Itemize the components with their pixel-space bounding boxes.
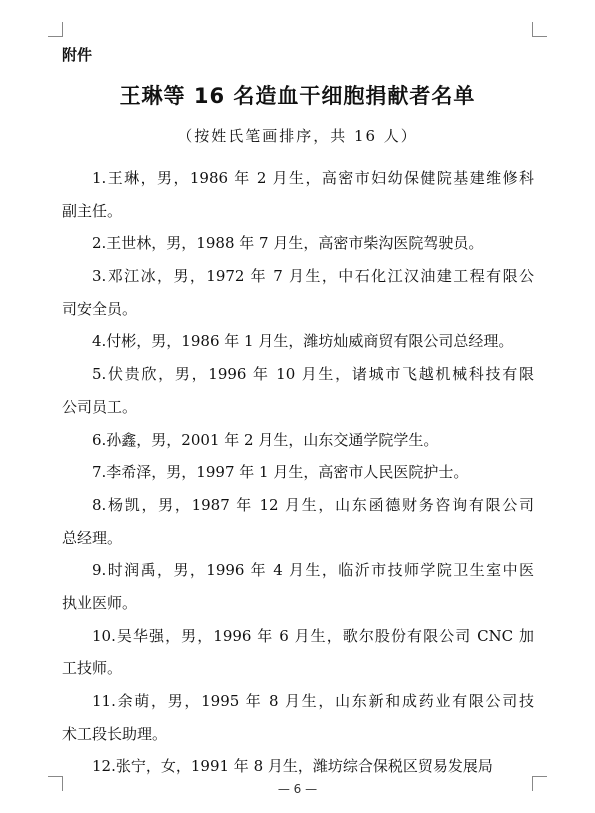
list-item-continuation: 司安全员。 [62,299,138,318]
list-item: 1.王琳，男，1986 年 2 月生，高密市妇幼保健院基建维修科 [92,169,534,187]
list-item: 5.伏贵欣，男，1996 年 10 月生，诸城市飞越机械科技有限 [92,365,534,384]
list-item-continuation: 术工段长助理。 [62,724,168,743]
list-item: 2.王世林，男，1988 年 7 月生，高密市柴沟医院驾驶员。 [92,234,484,253]
list-item: 8.杨凯，男，1987 年 12 月生，山东函德财务咨询有限公司 [92,495,534,514]
page-number: — 6 — [277,782,318,796]
list-item: 12.张宁，女，1991 年 8 月生，潍坊综合保税区贸易发展局 [92,757,493,776]
list-item-continuation: 副主任。 [62,201,123,220]
list-item-continuation: 执业医师。 [62,593,138,612]
page-subtitle: （按姓氏笔画排序，共 16 人） [177,127,418,145]
list-item: 10.吴华强，男，1996 年 6 月生，歌尔股份有限公司 CNC 加 [92,626,534,645]
crop-mark-top-left [48,22,63,37]
attachment-label: 附件 [62,46,93,64]
list-item-continuation: 公司员工。 [62,397,138,416]
crop-mark-top-right [532,22,547,37]
list-item-continuation: 工技师。 [62,659,123,678]
list-item: 9.时润禹，男，1996 年 4 月生，临沂市技师学院卫生室中医 [92,561,534,580]
page-title: 王琳等 16 名造血干细胞捐献者名单 [119,84,476,108]
list-item: 11.余萌，男，1995 年 8 月生，山东新和成药业有限公司技 [92,692,534,710]
list-item-continuation: 总经理。 [62,528,123,547]
donor-list [62,162,534,783]
list-item: 4.付彬，男，1986 年 1 月生，潍坊灿威商贸有限公司总经理。 [92,332,514,351]
list-item: 3.邓江冰，男，1972 年 7 月生，中石化江汉油建工程有限公 [92,267,534,286]
list-item: 7.李希泽，男，1997 年 1 月生，高密市人民医院护士。 [92,463,469,482]
list-item: 6.孙鑫，男，2001 年 2 月生，山东交通学院学生。 [92,430,439,449]
